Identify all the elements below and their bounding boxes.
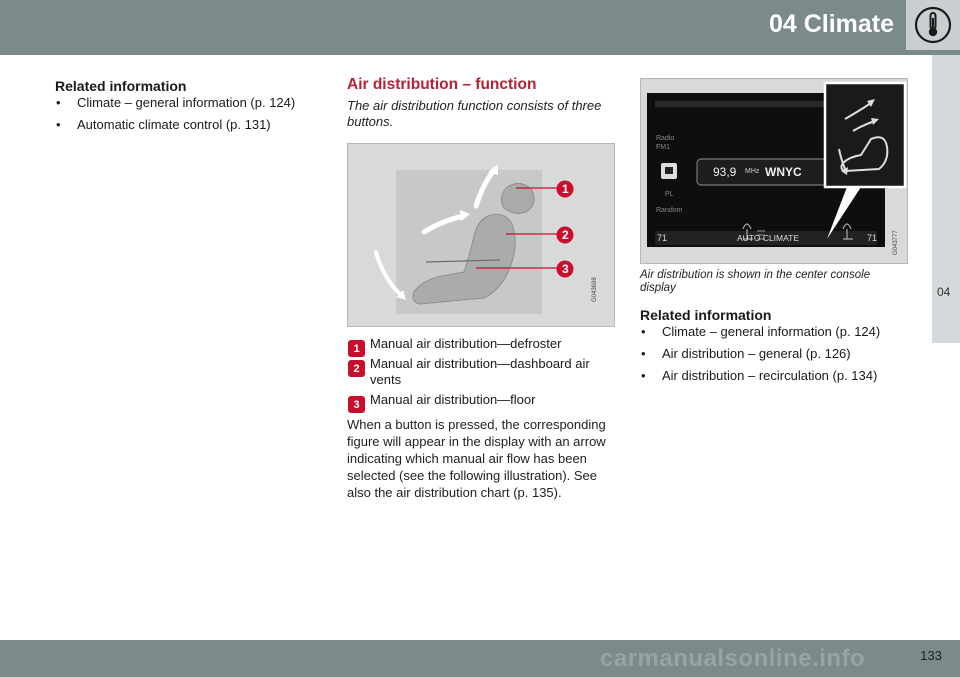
related-info-heading: Related information: [55, 78, 187, 94]
thermometer-icon: [913, 5, 953, 45]
callout-number-1: 1: [562, 182, 569, 196]
related-link[interactable]: [640, 368, 908, 384]
bullet-icon: •: [641, 368, 646, 383]
side-tab-label: 04: [937, 285, 951, 299]
air-distribution-column: [347, 76, 615, 501]
body-paragraph: When a button is pressed, the corresponding figure will appear in the display with an arrow indicating which manual air flow has been selected (see the following illustration). See also the air distribution chart (p. 135).: [347, 417, 606, 500]
callout-badge: 1: [348, 340, 365, 357]
display-mode-label: AUTO CLIMATE: [737, 233, 800, 243]
display-station-name: WNYC: [765, 165, 802, 179]
callout-list: [347, 336, 615, 411]
center-console-display-figure: [640, 78, 908, 264]
figure-code: G043698: [592, 277, 598, 302]
callout-item: [347, 392, 615, 411]
callout-text: Manual air distribution—floor: [370, 392, 536, 407]
related-info-column-1: [55, 78, 305, 139]
chapter-title: 04 Climate: [768, 10, 894, 38]
figure-code: G043777: [893, 230, 899, 255]
related-link-text: Air distribution – recirculation (p. 134): [662, 368, 878, 383]
display-column: [640, 78, 908, 390]
bullet-icon: •: [641, 324, 646, 339]
display-temp-right: 71: [867, 233, 878, 243]
related-link[interactable]: [640, 346, 908, 362]
callout-number-3: 3: [562, 262, 569, 276]
section-heading: Air distribution – function: [347, 76, 537, 93]
related-link-text: Climate – general information (p. 124): [662, 324, 881, 339]
display-temp-left: 71: [657, 233, 668, 243]
display-source-line-2: FM1: [656, 144, 670, 151]
bullet-icon: •: [56, 117, 61, 132]
callout-item: [347, 336, 615, 355]
display-frequency-unit: MHz: [745, 168, 760, 175]
air-distribution-buttons-figure: [347, 143, 615, 327]
related-link[interactable]: [55, 117, 305, 133]
seat-airflow-illustration: [348, 144, 616, 328]
chapter-icon-box: [906, 0, 960, 50]
watermark: carmanualsonline.info: [600, 645, 866, 672]
related-link[interactable]: [55, 95, 305, 111]
display-pl-label: PL: [665, 191, 674, 198]
related-link-text: Automatic climate control (p. 131): [77, 117, 271, 132]
related-link[interactable]: [640, 324, 908, 340]
callout-text: Manual air distribution—dashboard air vents: [370, 356, 590, 387]
related-info-heading: Related information: [640, 307, 772, 323]
chapter-side-tab: [932, 55, 960, 343]
callout-badge: 3: [348, 396, 365, 413]
callout-number-2: 2: [562, 228, 569, 242]
bullet-icon: •: [56, 95, 61, 110]
related-link-text: Climate – general information (p. 124): [77, 95, 296, 110]
display-random-label: Random: [656, 207, 683, 214]
bullet-icon: •: [641, 346, 646, 361]
related-links-list: [640, 324, 908, 384]
display-source-line-1: Radio: [656, 135, 675, 142]
related-link-text: Air distribution – general (p. 126): [662, 346, 851, 361]
display-frequency: 93,9: [713, 165, 737, 179]
section-intro: The air distribution function consists of three buttons.: [347, 98, 602, 129]
related-links-list: [55, 95, 305, 133]
callout-badge: 2: [348, 360, 365, 377]
callout-text: Manual air distribution—defroster: [370, 336, 562, 351]
callout-item: [347, 356, 615, 388]
page-number: 133: [920, 648, 942, 663]
figure-caption: Air distribution is shown in the center console display: [640, 269, 871, 294]
